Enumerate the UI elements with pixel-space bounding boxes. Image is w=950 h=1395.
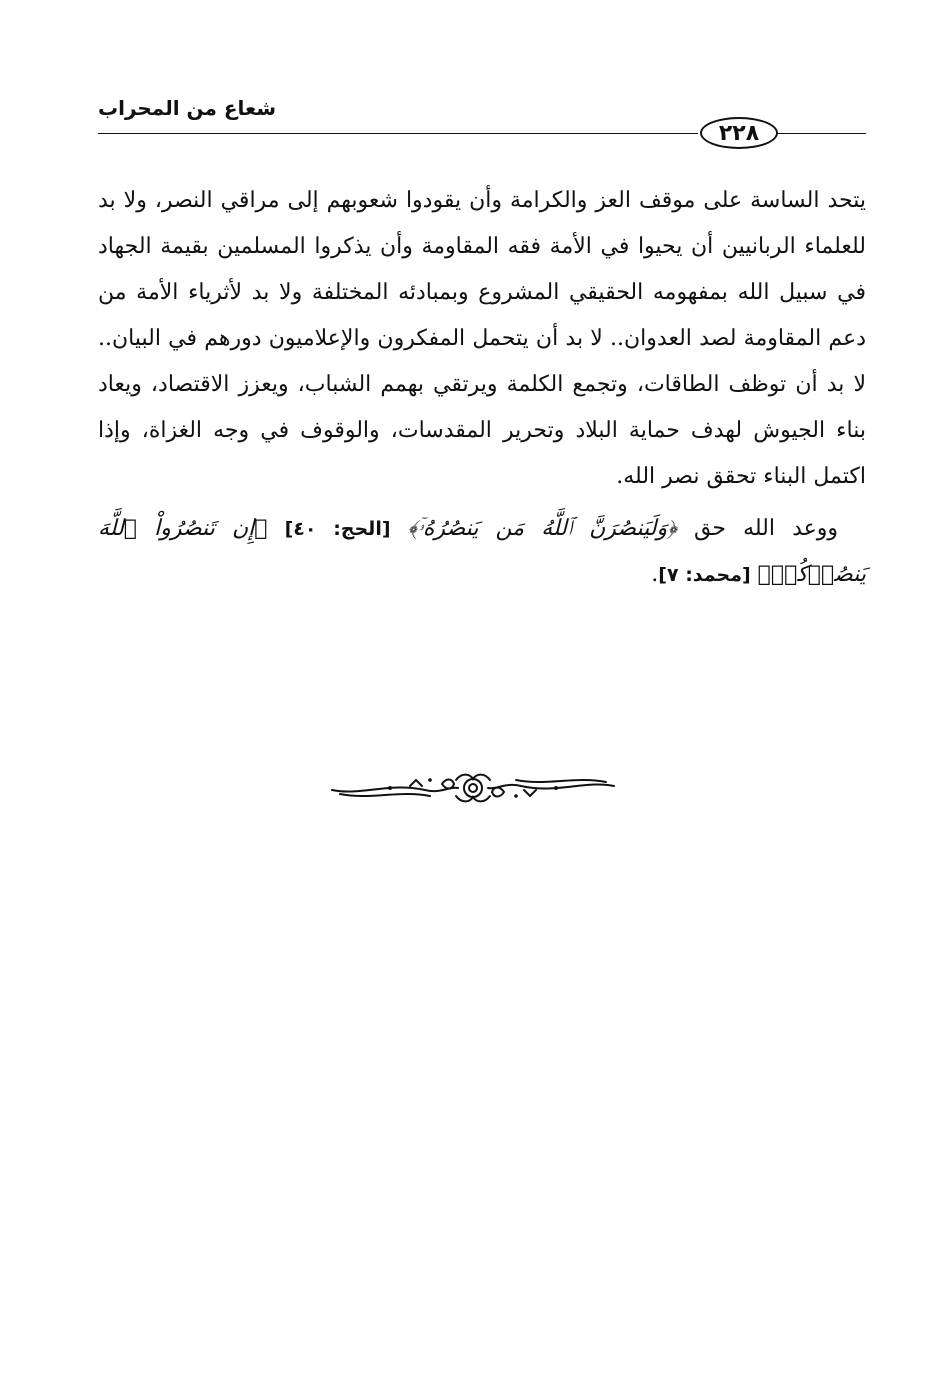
body-text bbox=[98, 178, 866, 598]
verse-reference-2: [محمد: ٧] bbox=[658, 564, 751, 586]
paragraph-2 bbox=[98, 506, 866, 598]
page-number: ٢٢٨ bbox=[700, 117, 778, 149]
ornament-divider bbox=[330, 770, 616, 806]
paragraph-2-intro: ووعد الله حق bbox=[694, 516, 839, 541]
header-rule-left bbox=[98, 133, 698, 134]
quran-verse-1: ﴿وَلَيَنصُرَنَّ ٱللَّهُ مَن يَنصُرُهُۥٓ﴾ bbox=[407, 516, 677, 541]
header-rule-right bbox=[778, 133, 866, 134]
quran-verse-2: ﴿إِن تَنصُرُواْ ٱللَّهَ يَنصُرۡكُمۡ﴾ bbox=[98, 516, 866, 587]
paragraph-1: يتحد الساسة على موقف العز والكرامة وأن يقودوا شعوبهم إلى مراقي النصر، ولا بد للعلماء الربانيين أن يحيوا في الأمة فقه المقاومة وأن يذكروا المسلمين بقيمة الجهاد في سبيل الله بمفهومه الحقيقي المشروع وبمبادئه المختلفة ولا بد لأثرياء الأمة من دعم المقاومة لصد العدوان.. لا بد أن يتحمل المفكرون والإعلاميون دورهم في البيان.. لا بد أن توظف الطاقات، وتجمع الكلمة ويرتقي بهمم الشباب، ويعزز الاقتصاد، ويعاد بناء الجيوش لهدف حماية البلاد وتحرير المقدسات، والوقوف في وجه الغزاة، وإذا اكتمل البناء تحقق نصر الله. bbox=[98, 188, 866, 489]
verse-reference-1: [الحج: ٤٠] bbox=[284, 518, 391, 540]
running-header-title: شعاع من المحراب bbox=[98, 96, 277, 120]
end-mark: . bbox=[651, 562, 659, 587]
